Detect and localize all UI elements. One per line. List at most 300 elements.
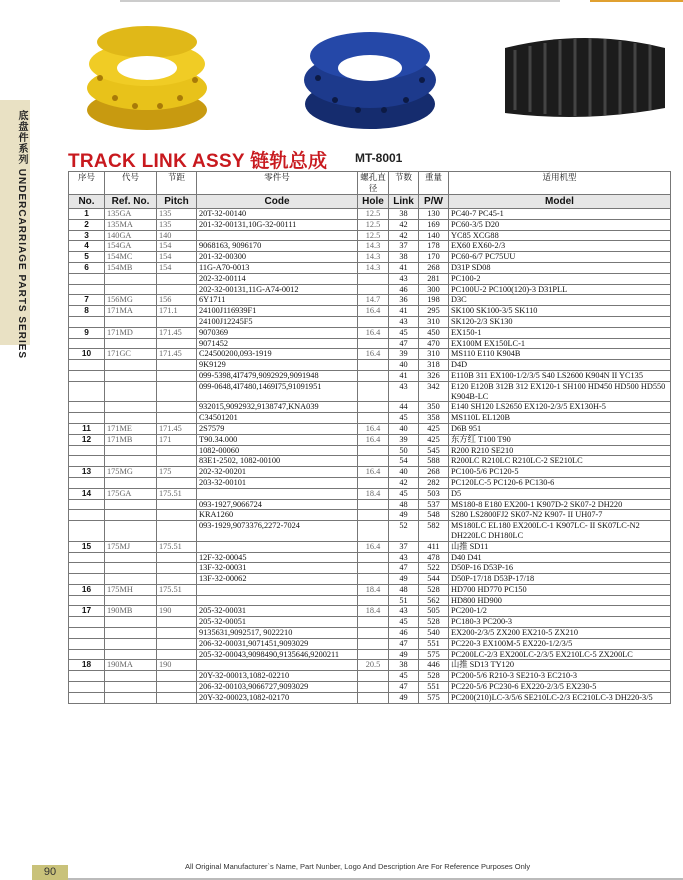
header-en-model: Model [449, 195, 671, 209]
table-cell: 47 [389, 638, 419, 649]
header-en-no: No. [69, 195, 105, 209]
table-cell [69, 552, 105, 563]
table-cell: 358 [419, 413, 449, 424]
table-cell [358, 574, 389, 585]
table-cell: 43 [389, 381, 419, 402]
table-cell: MS180LC EL180 EX200LC-1 K907LC- II SK07LC-N2 DH220LC DH180LC [449, 521, 671, 542]
table-cell [157, 316, 197, 327]
table-row [69, 413, 671, 424]
table-cell [69, 638, 105, 649]
table-cell: MS110 E110 K904B [449, 349, 671, 360]
table-cell: 446 [419, 660, 449, 671]
table-cell [358, 617, 389, 628]
table-cell: 411 [419, 541, 449, 552]
table-cell: 14.7 [358, 295, 389, 306]
table-cell: 171.45 [157, 327, 197, 338]
table-cell: S280 LS2800FJ2 SK07-N2 K907- II UH07-7 [449, 510, 671, 521]
table-cell: 171 [157, 434, 197, 445]
table-cell: 16.4 [358, 306, 389, 317]
table-cell: 205-32-00031 [197, 606, 358, 617]
table-cell [157, 273, 197, 284]
table-cell: PC200(210)LC-3/5/6 SE210LC-2/3 EC210LC-3 DH220-3/5 [449, 692, 671, 703]
table-row [69, 521, 671, 542]
side-series-label: 底盘件系列 UNDERCARRIAGE PARTS SERIES [16, 110, 27, 360]
table-cell: 50 [389, 445, 419, 456]
table-cell: 41 [389, 370, 419, 381]
table-cell [157, 381, 197, 402]
footer-disclaimer: All Original Manufacturer`s Name, Part Nunber, Logo And Description Are For Reference Purposes Only [185, 862, 531, 871]
table-cell: 43 [389, 552, 419, 563]
table-cell [358, 595, 389, 606]
page-title: TRACK LINK ASSY 链轨总成 [68, 151, 328, 172]
table-cell [69, 445, 105, 456]
table-cell [69, 370, 105, 381]
table-cell [358, 521, 389, 542]
table-cell: 201-32-00300 [197, 252, 358, 263]
table-cell: SK120-2/3 SK130 [449, 316, 671, 327]
table-cell [69, 316, 105, 327]
table-cell: 318 [419, 360, 449, 371]
table-cell: D31P SD08 [449, 262, 671, 273]
table-row [69, 273, 671, 284]
table-cell: D50P-16 D53P-16 [449, 563, 671, 574]
table-cell [105, 413, 157, 424]
table-cell: R200LC R210LC R210LC-2 SE210LC [449, 456, 671, 467]
table-cell: PC40-7 PC45-1 [449, 209, 671, 220]
table-cell: 8 [69, 306, 105, 317]
table-cell: 093-1927,9066724 [197, 499, 358, 510]
table-row [69, 381, 671, 402]
table-cell [105, 628, 157, 639]
table-cell: 20.5 [358, 660, 389, 671]
table-cell: 9K9129 [197, 360, 358, 371]
table-cell: 154 [157, 262, 197, 273]
table-cell: 45 [389, 327, 419, 338]
table-cell [105, 338, 157, 349]
table-row [69, 295, 671, 306]
table-cell: 16.4 [358, 423, 389, 434]
table-cell [358, 316, 389, 327]
table-cell: 350 [419, 402, 449, 413]
table-cell [69, 360, 105, 371]
table-cell [69, 456, 105, 467]
table-cell [105, 617, 157, 628]
table-cell: 18 [69, 660, 105, 671]
table-row [69, 638, 671, 649]
header-en-hole: Hole [358, 195, 389, 209]
top-rule-accent [590, 0, 683, 2]
table-cell [358, 499, 389, 510]
table-row [69, 692, 671, 703]
table-row [69, 541, 671, 552]
table-cell [69, 682, 105, 693]
table-cell: 49 [389, 692, 419, 703]
table-cell: 545 [419, 445, 449, 456]
table-cell: 山推 SD11 [449, 541, 671, 552]
table-cell: 12 [69, 434, 105, 445]
table-cell: 12F-32-00045 [197, 552, 358, 563]
table-cell: 140 [157, 230, 197, 241]
table-cell: 16.4 [358, 349, 389, 360]
table-cell: 154MC [105, 252, 157, 263]
table-cell: 2S7579 [197, 423, 358, 434]
table-cell [69, 692, 105, 703]
table-cell: 175GA [105, 488, 157, 499]
table-cell [157, 671, 197, 682]
table-row [69, 316, 671, 327]
table-cell: 135 [157, 209, 197, 220]
table-cell: 49 [389, 574, 419, 585]
table-cell [69, 284, 105, 295]
table-cell: 45 [389, 671, 419, 682]
table-cell [105, 316, 157, 327]
table-cell: 14 [69, 488, 105, 499]
table-cell: 170 [419, 252, 449, 263]
table-cell: 51 [389, 595, 419, 606]
table-cell: KRA1260 [197, 510, 358, 521]
table-cell: 175.51 [157, 584, 197, 595]
table-cell: SK100 SK100-3/5 SK110 [449, 306, 671, 317]
table-cell: PC60-3/5 D20 [449, 219, 671, 230]
table-cell: 46 [389, 628, 419, 639]
table-cell: 49 [389, 649, 419, 660]
table-cell: D5 [449, 488, 671, 499]
table-cell [157, 521, 197, 542]
table-cell: 154MB [105, 262, 157, 273]
table-cell: 83E1-2502, 1082-00100 [197, 456, 358, 467]
table-cell: EX150-1 [449, 327, 671, 338]
table-cell [358, 413, 389, 424]
table-cell: 171MB [105, 434, 157, 445]
table-row [69, 477, 671, 488]
table-cell [358, 381, 389, 402]
table-cell [69, 671, 105, 682]
table-cell: 13F-32-00031 [197, 563, 358, 574]
table-cell: 175MJ [105, 541, 157, 552]
table-cell [105, 360, 157, 371]
table-cell [105, 456, 157, 467]
table-cell: 268 [419, 262, 449, 273]
table-cell [358, 628, 389, 639]
table-cell: MS110L EL120B [449, 413, 671, 424]
table-cell [69, 628, 105, 639]
table-cell: 588 [419, 456, 449, 467]
table-cell [105, 682, 157, 693]
table-cell: 171.45 [157, 349, 197, 360]
table-cell: 093-1929,9073376,2272-7024 [197, 521, 358, 542]
table-cell: 190MA [105, 660, 157, 671]
table-cell: 551 [419, 638, 449, 649]
table-cell [69, 477, 105, 488]
table-cell [358, 402, 389, 413]
table-cell [157, 595, 197, 606]
table-cell: 37 [389, 541, 419, 552]
table-cell: 135GA [105, 209, 157, 220]
table-cell [358, 456, 389, 467]
table-cell: 282 [419, 477, 449, 488]
table-cell: 140 [419, 230, 449, 241]
table-cell: 14.3 [358, 262, 389, 273]
table-cell: E140 SH120 LS2650 EX120-2/3/5 EX130H-5 [449, 402, 671, 413]
table-cell: 52 [389, 521, 419, 542]
table-cell: 135MA [105, 219, 157, 230]
table-row [69, 488, 671, 499]
table-cell: 190 [157, 660, 197, 671]
table-cell: 175.51 [157, 488, 197, 499]
table-cell: 16.4 [358, 541, 389, 552]
header-cn-no: 序号 [69, 172, 105, 195]
table-cell: 16.4 [358, 434, 389, 445]
table-cell: 9068163, 9096170 [197, 241, 358, 252]
table-cell: 42 [389, 219, 419, 230]
header-cn-pitch: 节距 [157, 172, 197, 195]
yellow-track-chain-image [80, 18, 215, 136]
header-row-cn [69, 172, 671, 195]
table-cell: 7 [69, 295, 105, 306]
table-cell: 310 [419, 316, 449, 327]
table-cell [197, 230, 358, 241]
table-cell: 41 [389, 262, 419, 273]
table-cell [157, 284, 197, 295]
table-row [69, 252, 671, 263]
table-cell [69, 521, 105, 542]
table-cell: 190MB [105, 606, 157, 617]
table-cell: PC100-2 [449, 273, 671, 284]
header-cn-code: 零件号 [197, 172, 358, 195]
table-cell: 175MH [105, 584, 157, 595]
table-cell: 9135631,9092517, 9022210 [197, 628, 358, 639]
table-cell: 14.3 [358, 252, 389, 263]
blue-track-chain-image [300, 18, 440, 136]
table-cell: PC220-5/6 PC230-6 EX220-2/3/5 EX230-5 [449, 682, 671, 693]
table-cell: 171MA [105, 306, 157, 317]
table-cell: D50P-17/18 D53P-17/18 [449, 574, 671, 585]
model-code: MT-8001 [355, 151, 403, 165]
table-cell [358, 692, 389, 703]
table-cell: 503 [419, 488, 449, 499]
table-cell: PC100-5/6 PC120-5 [449, 467, 671, 478]
table-cell: 175 [157, 467, 197, 478]
table-cell: 6 [69, 262, 105, 273]
table-cell: 130 [419, 209, 449, 220]
table-cell: 6Y1711 [197, 295, 358, 306]
table-cell: 9070369 [197, 327, 358, 338]
table-cell [197, 595, 358, 606]
table-cell [358, 638, 389, 649]
table-cell: 10 [69, 349, 105, 360]
table-cell: 425 [419, 423, 449, 434]
table-cell: 14.3 [358, 241, 389, 252]
table-cell [197, 488, 358, 499]
table-cell: 171MD [105, 327, 157, 338]
blue-track-link-photo [300, 18, 440, 136]
table-cell [157, 628, 197, 639]
table-cell: 099-0648,4I7480,1469I75,91091951 [197, 381, 358, 402]
table-cell: 537 [419, 499, 449, 510]
table-cell [157, 477, 197, 488]
table-cell: PC100U-2 PC100(120)-3 D31PLL [449, 284, 671, 295]
table-cell [105, 284, 157, 295]
yellow-track-link-photo [80, 18, 215, 136]
table-cell: 38 [389, 660, 419, 671]
table-cell: 198 [419, 295, 449, 306]
table-cell [157, 413, 197, 424]
table-cell [105, 499, 157, 510]
table-cell [157, 617, 197, 628]
table-row [69, 682, 671, 693]
table-cell [69, 510, 105, 521]
table-cell: D4D [449, 360, 671, 371]
table-row [69, 349, 671, 360]
table-row [69, 628, 671, 639]
table-row [69, 660, 671, 671]
table-cell: 548 [419, 510, 449, 521]
table-cell: 156MG [105, 295, 157, 306]
header-en-pw: P/W [419, 195, 449, 209]
table-cell: 551 [419, 682, 449, 693]
table-cell [157, 445, 197, 456]
table-cell: 42 [389, 230, 419, 241]
table-cell [358, 370, 389, 381]
table-cell: 582 [419, 521, 449, 542]
table-cell [69, 574, 105, 585]
table-cell [105, 521, 157, 542]
table-cell: 171ME [105, 423, 157, 434]
table-cell: 41 [389, 306, 419, 317]
table-cell: 1 [69, 209, 105, 220]
table-cell [157, 552, 197, 563]
table-cell: 154GA [105, 241, 157, 252]
table-cell: 40 [389, 360, 419, 371]
table-cell: PC120LC-5 PC120-6 PC130-6 [449, 477, 671, 488]
table-row [69, 262, 671, 273]
table-cell: 山推 SD13 TY120 [449, 660, 671, 671]
table-cell [105, 552, 157, 563]
table-cell [69, 499, 105, 510]
table-cell: 15 [69, 541, 105, 552]
table-cell: 12.5 [358, 209, 389, 220]
table-cell [105, 370, 157, 381]
table-cell [69, 381, 105, 402]
table-cell: 40 [389, 423, 419, 434]
table-cell [69, 563, 105, 574]
table-cell: 310 [419, 349, 449, 360]
table-cell [157, 574, 197, 585]
table-cell [358, 682, 389, 693]
table-cell: 东方红 T100 T90 [449, 434, 671, 445]
table-cell: 3 [69, 230, 105, 241]
table-cell [105, 381, 157, 402]
table-cell: 18.4 [358, 606, 389, 617]
table-cell: 54 [389, 456, 419, 467]
table-cell: 16 [69, 584, 105, 595]
table-cell: HD700 HD770 PC150 [449, 584, 671, 595]
table-cell: 140GA [105, 230, 157, 241]
table-cell: 37 [389, 241, 419, 252]
table-cell [157, 649, 197, 660]
header-row-en [69, 195, 671, 209]
table-cell: 49 [389, 510, 419, 521]
table-cell [157, 338, 197, 349]
table-row [69, 574, 671, 585]
table-cell: D6B 951 [449, 423, 671, 434]
table-cell: 17 [69, 606, 105, 617]
table-cell: 13 [69, 467, 105, 478]
table-cell: 295 [419, 306, 449, 317]
table-cell: 9 [69, 327, 105, 338]
table-cell: 18.4 [358, 584, 389, 595]
table-row [69, 209, 671, 220]
table-cell [105, 273, 157, 284]
table-cell: MS180-8 E180 EX200-1 K907D-2 SK07-2 DH220 [449, 499, 671, 510]
table-cell: 562 [419, 595, 449, 606]
table-cell: 190 [157, 606, 197, 617]
table-cell: 42 [389, 477, 419, 488]
table-cell [358, 477, 389, 488]
table-cell: D3C [449, 295, 671, 306]
table-cell [105, 692, 157, 703]
table-cell: 24100J12245F5 [197, 316, 358, 327]
table-cell: C24500200,093-1919 [197, 349, 358, 360]
table-cell [197, 660, 358, 671]
table-row [69, 467, 671, 478]
table-cell [197, 584, 358, 595]
table-cell: 38 [389, 209, 419, 220]
table-cell: 46 [389, 284, 419, 295]
black-track-link-photo [500, 18, 670, 136]
table-cell: 342 [419, 381, 449, 402]
table-cell: HD800 HD900 [449, 595, 671, 606]
table-cell: 40 [389, 467, 419, 478]
table-row [69, 402, 671, 413]
table-cell [69, 413, 105, 424]
table-cell: 154 [157, 252, 197, 263]
table-cell: T90.34.000 [197, 434, 358, 445]
table-cell: EX60 EX60-2/3 [449, 241, 671, 252]
table-cell [157, 499, 197, 510]
table-cell [358, 338, 389, 349]
table-cell: 201-32-00131,10G-32-00111 [197, 219, 358, 230]
table-cell: 522 [419, 563, 449, 574]
table-row [69, 370, 671, 381]
table-cell: 575 [419, 649, 449, 660]
table-cell: 470 [419, 338, 449, 349]
table-cell [358, 671, 389, 682]
table-cell: 45 [389, 488, 419, 499]
table-cell: 4 [69, 241, 105, 252]
table-cell: 206-32-00031,9071451,9093029 [197, 638, 358, 649]
table-row [69, 510, 671, 521]
table-cell: 202-32-00201 [197, 467, 358, 478]
table-cell: 16.4 [358, 327, 389, 338]
table-row [69, 241, 671, 252]
table-cell: 135 [157, 219, 197, 230]
table-cell: 175MG [105, 467, 157, 478]
table-cell: PC180-3 PC200-3 [449, 617, 671, 628]
table-cell: 300 [419, 284, 449, 295]
table-cell: 156 [157, 295, 197, 306]
table-cell: D40 D41 [449, 552, 671, 563]
table-cell: 39 [389, 434, 419, 445]
table-row [69, 445, 671, 456]
header-en-code: Code [197, 195, 358, 209]
table-cell [105, 402, 157, 413]
table-cell: 528 [419, 617, 449, 628]
table-cell: 20Y-32-00023,1082-02170 [197, 692, 358, 703]
table-cell [157, 692, 197, 703]
table-row [69, 606, 671, 617]
table-row [69, 423, 671, 434]
